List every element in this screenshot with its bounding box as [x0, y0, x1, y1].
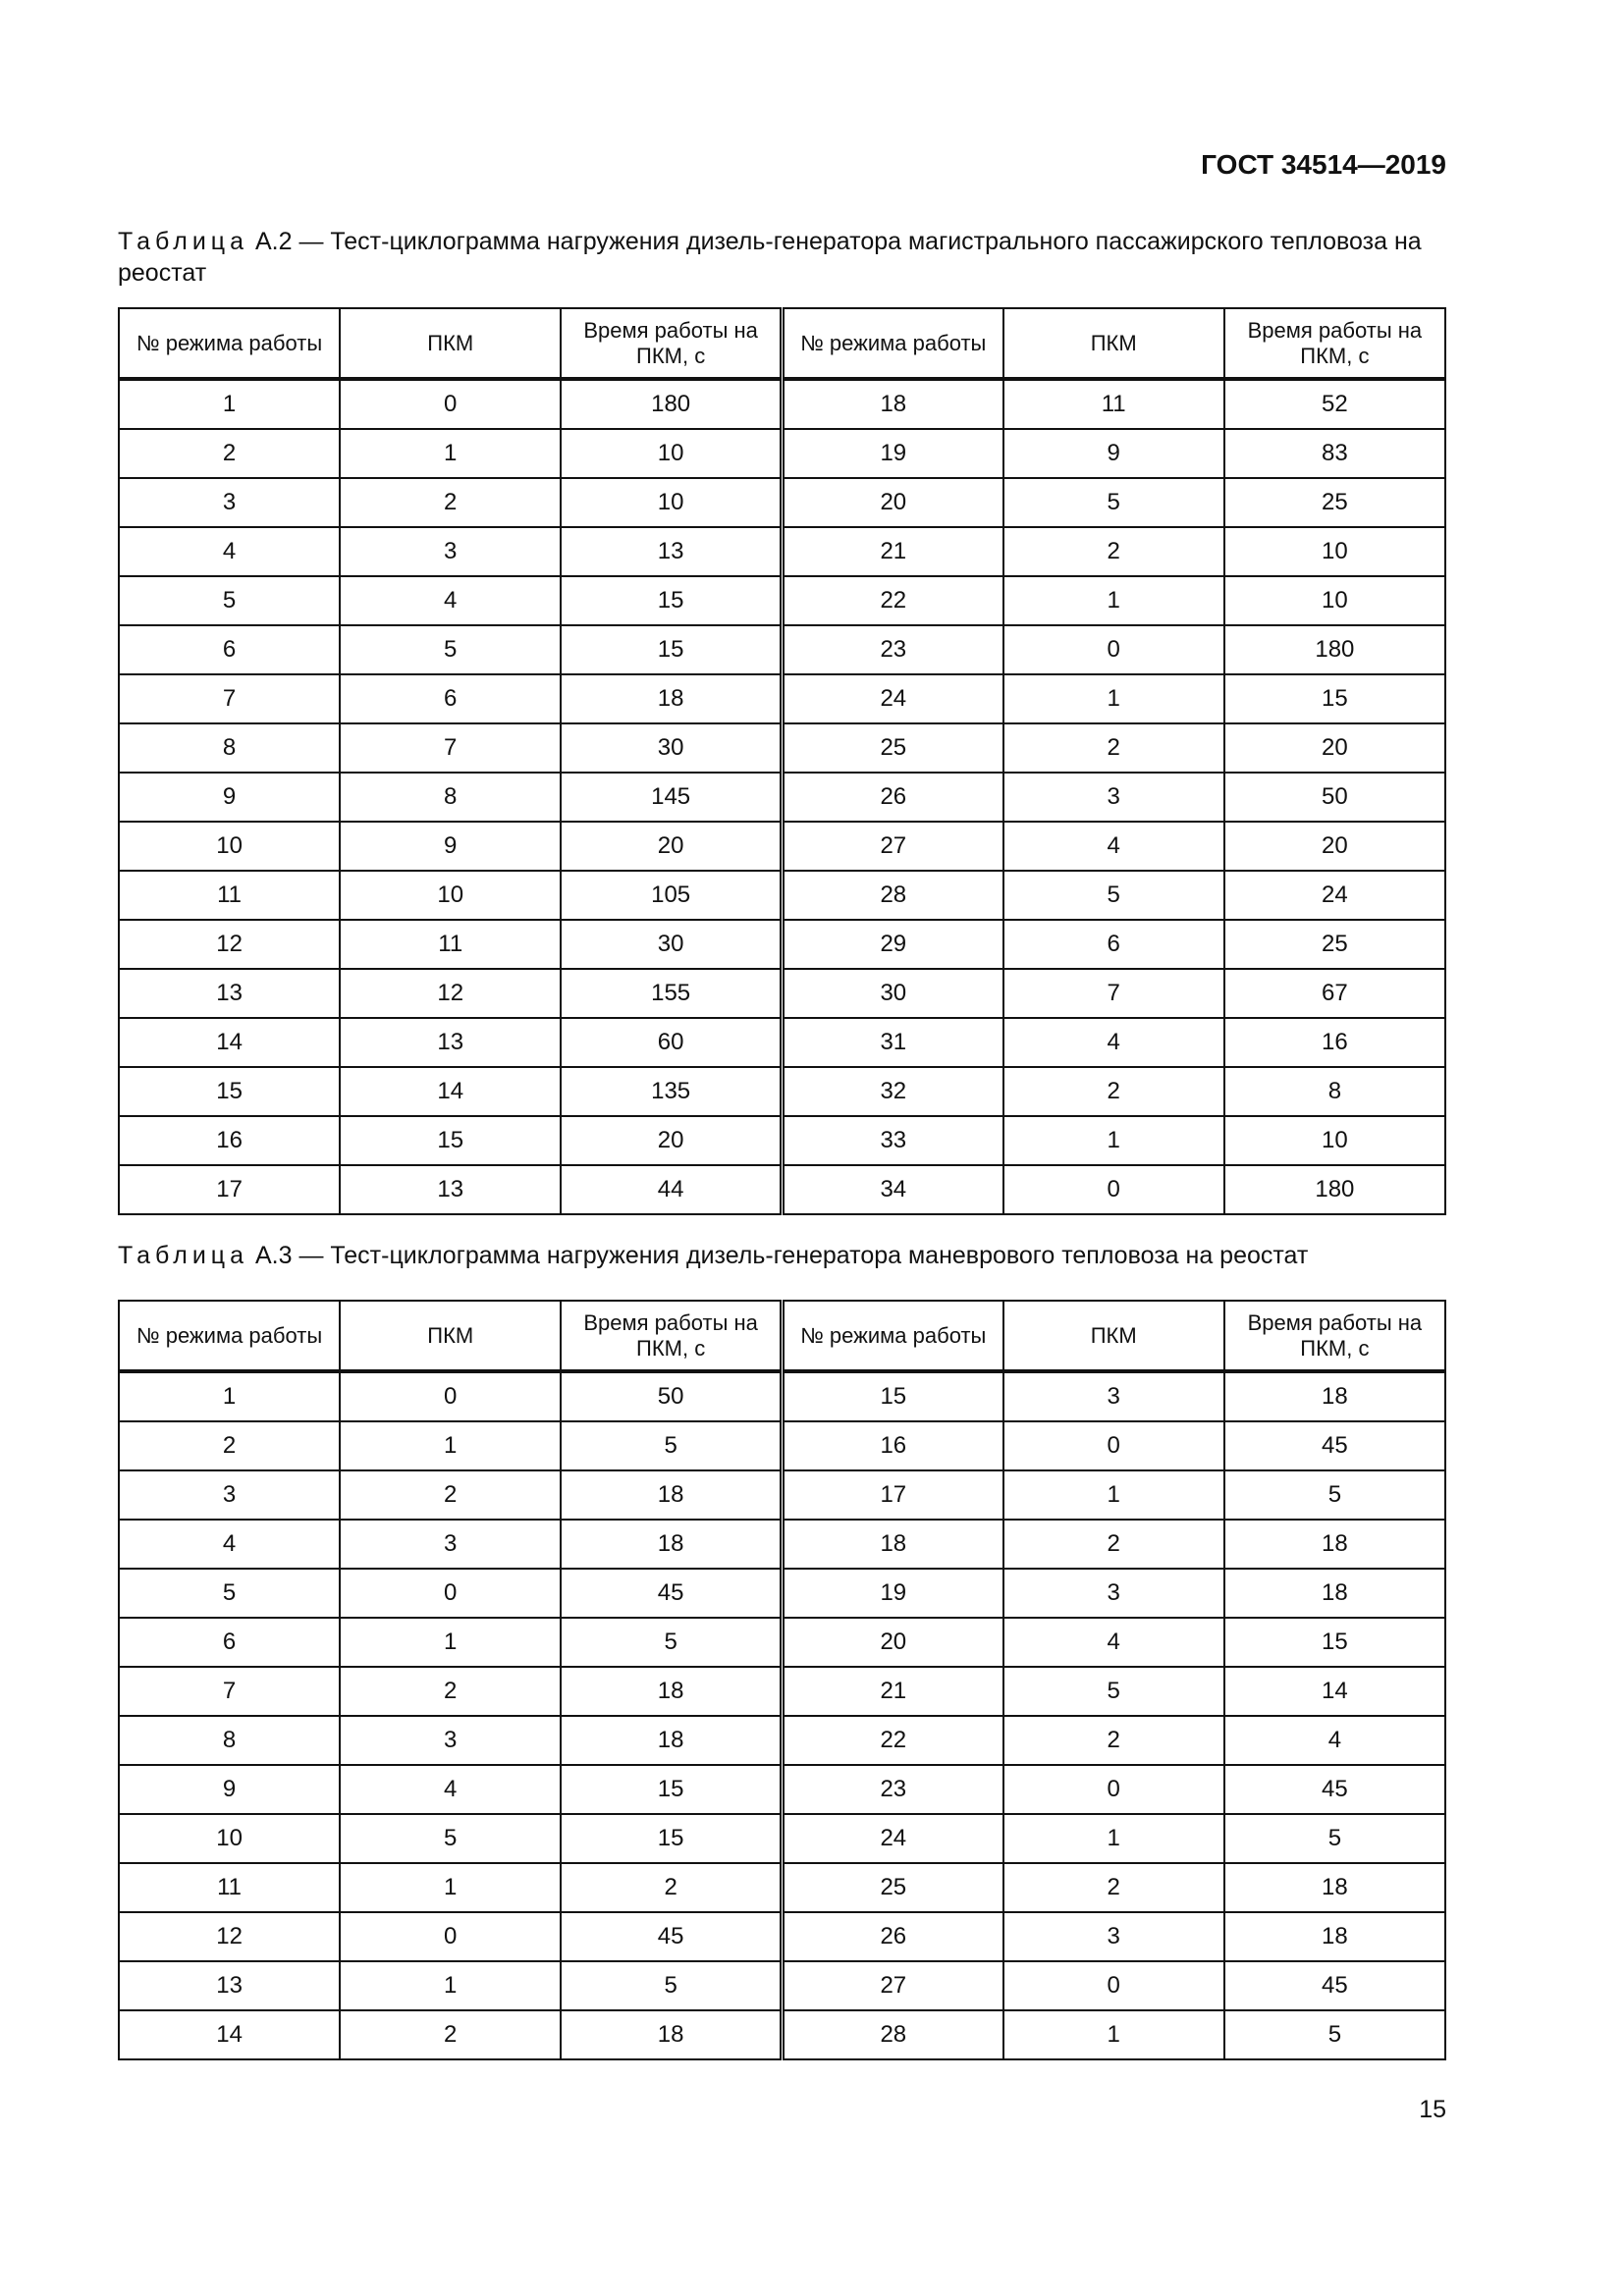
table-cell: 2: [1003, 1716, 1224, 1765]
table-cell: 25: [782, 1863, 1002, 1912]
table-row: [119, 1520, 1445, 1569]
table-cell: 22: [782, 576, 1002, 625]
column-header: ПКМ: [1003, 1301, 1224, 1371]
table-cell: 5: [561, 1961, 782, 2010]
table-cell: 13: [119, 1961, 340, 2010]
table-cell: 1: [340, 429, 561, 478]
table-cell: 3: [340, 1716, 561, 1765]
table-cell: 2: [1003, 1520, 1224, 1569]
caption-label: Таблица: [118, 228, 249, 255]
table-cell: 8: [119, 723, 340, 773]
table-row: [119, 2010, 1445, 2059]
table-cell: 180: [561, 379, 782, 429]
table-cell: 0: [1003, 1961, 1224, 2010]
table-cell: 13: [119, 969, 340, 1018]
table-cell: 8: [1224, 1067, 1445, 1116]
table-cell: 28: [782, 2010, 1002, 2059]
table-row: [119, 478, 1445, 527]
table-cell: 0: [1003, 625, 1224, 674]
table-row: [119, 1116, 1445, 1165]
table-cell: 2: [340, 478, 561, 527]
table-cell: 25: [1224, 478, 1445, 527]
table-cell: 10: [1224, 527, 1445, 576]
table-cell: 18: [782, 379, 1002, 429]
table-row: [119, 1961, 1445, 2010]
table-cell: 0: [1003, 1165, 1224, 1214]
table-cell: 16: [119, 1116, 340, 1165]
table-cell: 18: [1224, 1569, 1445, 1618]
table-cell: 9: [340, 822, 561, 871]
table-row: [119, 576, 1445, 625]
table-row: [119, 920, 1445, 969]
table-row: [119, 723, 1445, 773]
table-cell: 155: [561, 969, 782, 1018]
table-cell: 19: [782, 429, 1002, 478]
column-header: ПКМ: [340, 308, 561, 379]
table-cell: 0: [340, 1569, 561, 1618]
table-cell: 14: [340, 1067, 561, 1116]
table-cell: 20: [782, 1618, 1002, 1667]
table-cell: 19: [782, 1569, 1002, 1618]
table-cell: 10: [561, 429, 782, 478]
table-cell: 6: [119, 625, 340, 674]
table-row: [119, 1863, 1445, 1912]
table-cell: 21: [782, 1667, 1002, 1716]
table-cell: 9: [119, 773, 340, 822]
table-cell: 7: [119, 1667, 340, 1716]
table-cell: 13: [340, 1165, 561, 1214]
table-cell: 13: [561, 527, 782, 576]
table-cell: 24: [1224, 871, 1445, 920]
table-cell: 11: [1003, 379, 1224, 429]
table-cell: 11: [119, 871, 340, 920]
table-cell: 21: [782, 527, 1002, 576]
table-cell: 9: [119, 1765, 340, 1814]
table-cell: 10: [1224, 576, 1445, 625]
table-cell: 3: [340, 527, 561, 576]
column-header: ПКМ: [340, 1301, 561, 1371]
table-cell: 31: [782, 1018, 1002, 1067]
table-row: [119, 429, 1445, 478]
table-cell: 52: [1224, 379, 1445, 429]
table-cell: 8: [119, 1716, 340, 1765]
table-cell: 4: [1003, 1018, 1224, 1067]
table-cell: 27: [782, 822, 1002, 871]
table-cell: 18: [561, 2010, 782, 2059]
table-cell: 10: [119, 822, 340, 871]
table-cell: 17: [782, 1470, 1002, 1520]
table-cell: 3: [1003, 1569, 1224, 1618]
table-cell: 2: [561, 1863, 782, 1912]
table-cell: 7: [1003, 969, 1224, 1018]
table-cell: 23: [782, 625, 1002, 674]
table-cell: 3: [340, 1520, 561, 1569]
column-header: № режима работы: [119, 308, 340, 379]
table-cell: 12: [119, 920, 340, 969]
table-cell: 26: [782, 1912, 1002, 1961]
column-header: Время работы на ПКМ, с: [561, 1301, 782, 1371]
table-cell: 14: [1224, 1667, 1445, 1716]
table-cell: 2: [340, 2010, 561, 2059]
table-cell: 18: [1224, 1371, 1445, 1421]
table-cell: 0: [1003, 1421, 1224, 1470]
table-cell: 14: [119, 1018, 340, 1067]
table-cell: 5: [561, 1421, 782, 1470]
table-cell: 2: [1003, 1067, 1224, 1116]
table-cell: 45: [1224, 1765, 1445, 1814]
table-cell: 33: [782, 1116, 1002, 1165]
column-header: Время работы на ПКМ, с: [1224, 308, 1445, 379]
table-cell: 10: [340, 871, 561, 920]
table-cell: 6: [340, 674, 561, 723]
table-cell: 18: [782, 1520, 1002, 1569]
table-cell: 44: [561, 1165, 782, 1214]
table-cell: 1: [1003, 1814, 1224, 1863]
table-cell: 30: [782, 969, 1002, 1018]
table-cell: 15: [561, 576, 782, 625]
table-a3-caption: [118, 1240, 1446, 1271]
table-row: [119, 822, 1445, 871]
table-row: [119, 969, 1445, 1018]
table-cell: 15: [1224, 674, 1445, 723]
table-cell: 15: [561, 1765, 782, 1814]
table-cell: 8: [340, 773, 561, 822]
table-cell: 3: [119, 478, 340, 527]
column-header: № режима работы: [782, 1301, 1002, 1371]
table-cell: 2: [119, 429, 340, 478]
table-cell: 18: [561, 674, 782, 723]
table-cell: 4: [340, 1765, 561, 1814]
table-cell: 1: [340, 1618, 561, 1667]
table-cell: 4: [1003, 822, 1224, 871]
table-row: [119, 1667, 1445, 1716]
table-cell: 18: [1224, 1520, 1445, 1569]
table-cell: 50: [1224, 773, 1445, 822]
table-cell: 18: [561, 1667, 782, 1716]
table-cell: 1: [340, 1961, 561, 2010]
table-cell: 5: [1003, 1667, 1224, 1716]
table-cell: 4: [119, 1520, 340, 1569]
table-cell: 4: [340, 576, 561, 625]
table-cell: 135: [561, 1067, 782, 1116]
table-cell: 3: [1003, 773, 1224, 822]
table-cell: 1: [1003, 576, 1224, 625]
table-cell: 25: [1224, 920, 1445, 969]
table-cell: 15: [1224, 1618, 1445, 1667]
table-cell: 6: [1003, 920, 1224, 969]
table-cell: 32: [782, 1067, 1002, 1116]
table-cell: 2: [119, 1421, 340, 1470]
table-cell: 18: [1224, 1912, 1445, 1961]
table-cell: 1: [1003, 1470, 1224, 1520]
table-row: [119, 1165, 1445, 1214]
table-cell: 83: [1224, 429, 1445, 478]
table-cell: 18: [561, 1470, 782, 1520]
table-cell: 2: [340, 1667, 561, 1716]
table-row: [119, 674, 1445, 723]
document-id: ГОСТ 34514—2019: [1201, 149, 1446, 180]
table-cell: 17: [119, 1165, 340, 1214]
table-cell: 15: [561, 1814, 782, 1863]
table-cell: 12: [119, 1912, 340, 1961]
table-cell: 16: [782, 1421, 1002, 1470]
table-cell: 105: [561, 871, 782, 920]
table-header-row: [119, 308, 1445, 379]
table-row: [119, 1470, 1445, 1520]
table-row: [119, 625, 1445, 674]
table-cell: 0: [340, 1912, 561, 1961]
table-cell: 25: [782, 723, 1002, 773]
table-cell: 26: [782, 773, 1002, 822]
table-row: [119, 379, 1445, 429]
table-cell: 2: [340, 1470, 561, 1520]
table-row: [119, 1371, 1445, 1421]
table-cell: 5: [1224, 1470, 1445, 1520]
table-cell: 45: [1224, 1961, 1445, 2010]
table-cell: 30: [561, 723, 782, 773]
table-cell: 7: [119, 674, 340, 723]
table-cell: 20: [1224, 723, 1445, 773]
table-header-row: [119, 1301, 1445, 1371]
table-cell: 30: [561, 920, 782, 969]
table-cell: 3: [1003, 1912, 1224, 1961]
table-cell: 15: [561, 625, 782, 674]
table-cell: 27: [782, 1961, 1002, 2010]
table-cell: 23: [782, 1765, 1002, 1814]
table-row: [119, 1018, 1445, 1067]
table-cell: 1: [340, 1863, 561, 1912]
table-cell: 5: [119, 576, 340, 625]
table-cell: 29: [782, 920, 1002, 969]
table-cell: 45: [561, 1569, 782, 1618]
table-cell: 28: [782, 871, 1002, 920]
table-cell: 2: [1003, 723, 1224, 773]
table-cell: 3: [119, 1470, 340, 1520]
table-cell: 6: [119, 1618, 340, 1667]
table-row: [119, 1765, 1445, 1814]
table-row: [119, 871, 1445, 920]
table-cell: 14: [119, 2010, 340, 2059]
table-cell: 16: [1224, 1018, 1445, 1067]
table-cell: 20: [561, 1116, 782, 1165]
table-row: [119, 1716, 1445, 1765]
table-cell: 5: [340, 1814, 561, 1863]
caption-label: Таблица: [118, 1242, 249, 1269]
table-cell: 1: [1003, 1116, 1224, 1165]
table-cell: 180: [1224, 625, 1445, 674]
table-cell: 4: [1003, 1618, 1224, 1667]
table-cell: 4: [1224, 1716, 1445, 1765]
table-cell: 2: [1003, 1863, 1224, 1912]
table-cell: 10: [561, 478, 782, 527]
table-cell: 180: [1224, 1165, 1445, 1214]
column-header: ПКМ: [1003, 308, 1224, 379]
table-cell: 5: [1224, 2010, 1445, 2059]
table-row: [119, 1814, 1445, 1863]
table-cell: 34: [782, 1165, 1002, 1214]
column-header: № режима работы: [782, 308, 1002, 379]
table-cell: 1: [340, 1421, 561, 1470]
table-cell: 50: [561, 1371, 782, 1421]
table-cell: 60: [561, 1018, 782, 1067]
table-cell: 5: [561, 1618, 782, 1667]
table-cell: 11: [340, 920, 561, 969]
table-cell: 0: [1003, 1765, 1224, 1814]
table-cell: 18: [561, 1716, 782, 1765]
caption-text: А.2 — Тест-циклограмма нагружения дизель-генератора магистрального пассажирского тепловоза на реостат: [118, 228, 1422, 287]
table-cell: 2: [1003, 527, 1224, 576]
table-cell: 4: [119, 527, 340, 576]
table-cell: 15: [119, 1067, 340, 1116]
table-cell: 18: [1224, 1863, 1445, 1912]
table-row: [119, 1569, 1445, 1618]
table-cell: 10: [119, 1814, 340, 1863]
table-cell: 20: [782, 478, 1002, 527]
table-cell: 13: [340, 1018, 561, 1067]
table-cell: 145: [561, 773, 782, 822]
table-cell: 0: [340, 379, 561, 429]
table-cell: 11: [119, 1863, 340, 1912]
table-row: [119, 1421, 1445, 1470]
table-row: [119, 1618, 1445, 1667]
caption-text: А.3 — Тест-циклограмма нагружения дизель-генератора маневрового тепловоза на реостат: [248, 1242, 1309, 1269]
table-cell: 0: [340, 1371, 561, 1421]
table-cell: 5: [1003, 478, 1224, 527]
table-cell: 24: [782, 674, 1002, 723]
table-cell: 24: [782, 1814, 1002, 1863]
table-a2: [118, 307, 1446, 1215]
table-cell: 1: [119, 379, 340, 429]
table-cell: 15: [782, 1371, 1002, 1421]
page-number: 15: [1419, 2096, 1446, 2123]
table-cell: 1: [1003, 674, 1224, 723]
table-row: [119, 1067, 1445, 1116]
table-cell: 22: [782, 1716, 1002, 1765]
column-header: № режима работы: [119, 1301, 340, 1371]
table-cell: 1: [1003, 2010, 1224, 2059]
table-cell: 5: [340, 625, 561, 674]
table-cell: 5: [1224, 1814, 1445, 1863]
table-cell: 20: [561, 822, 782, 871]
table-cell: 20: [1224, 822, 1445, 871]
table-cell: 67: [1224, 969, 1445, 1018]
table-cell: 5: [1003, 871, 1224, 920]
column-header: Время работы на ПКМ, с: [561, 308, 782, 379]
table-row: [119, 527, 1445, 576]
table-cell: 9: [1003, 429, 1224, 478]
table-row: [119, 773, 1445, 822]
table-cell: 5: [119, 1569, 340, 1618]
table-cell: 45: [561, 1912, 782, 1961]
column-header: Время работы на ПКМ, с: [1224, 1301, 1445, 1371]
table-row: [119, 1912, 1445, 1961]
table-cell: 3: [1003, 1371, 1224, 1421]
table-a3: [118, 1300, 1446, 2060]
table-cell: 18: [561, 1520, 782, 1569]
table-cell: 12: [340, 969, 561, 1018]
table-cell: 7: [340, 723, 561, 773]
table-a2-caption: [118, 226, 1446, 289]
table-cell: 45: [1224, 1421, 1445, 1470]
table-cell: 15: [340, 1116, 561, 1165]
table-cell: 1: [119, 1371, 340, 1421]
table-cell: 10: [1224, 1116, 1445, 1165]
